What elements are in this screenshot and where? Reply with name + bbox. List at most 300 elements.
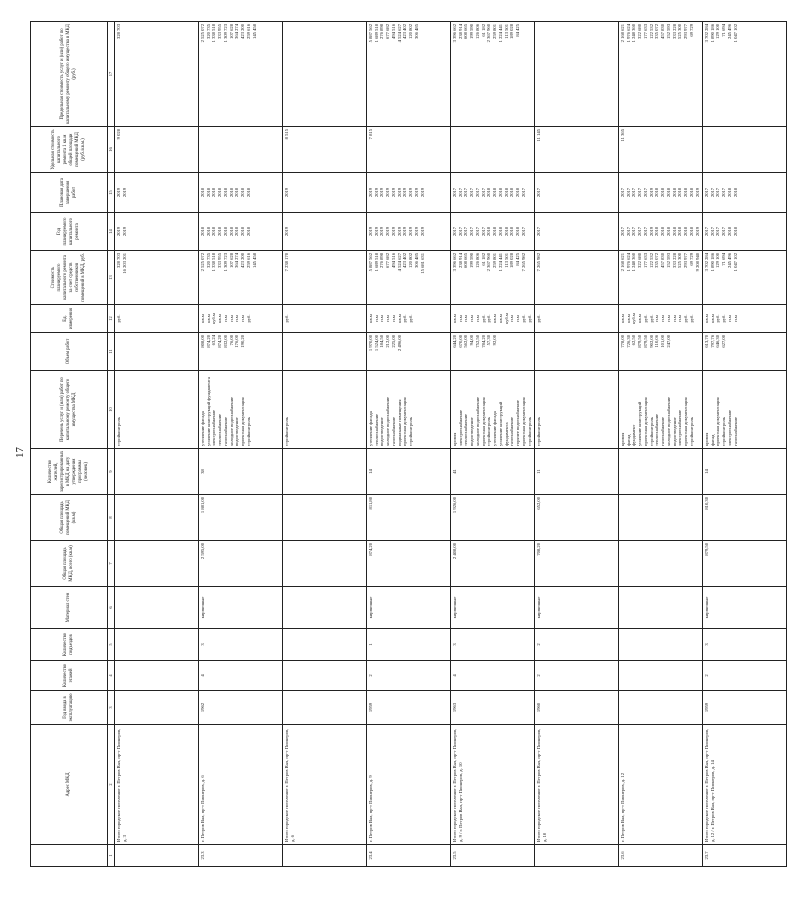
header-cell: Материал стен: [31, 587, 108, 629]
list-line: 333 955: [217, 24, 223, 39]
table-row: [619, 22, 703, 867]
list-line: 646,30: [715, 335, 721, 348]
header-cell: Ед. измерения: [31, 305, 108, 333]
wall-material-cell: кирпичные: [535, 587, 619, 629]
list-line: 2018: [688, 226, 694, 237]
list-line: 1 309 723: [222, 24, 228, 43]
row-number-cell: 23.4: [367, 845, 451, 867]
list-line: 61 182: [480, 253, 486, 266]
list-line: 1 970,00: [368, 335, 373, 352]
list-line: 2018: [211, 187, 217, 198]
list-line: 2019: [648, 187, 654, 198]
wall-material-cell: кирпичные: [451, 587, 535, 629]
list-line: 670,00: [457, 335, 463, 348]
units-list-cell: [367, 305, 451, 333]
list-line: 322 680: [637, 24, 643, 39]
list-line: стройконтроль: [536, 417, 541, 446]
list-line: 2019: [396, 187, 402, 198]
list-line: фасад: [709, 434, 715, 446]
list-line: 1 689 518: [373, 253, 379, 272]
list-line: куб.м: [631, 313, 637, 324]
list-line: 457 830: [660, 24, 666, 39]
cost-list-cell: [199, 251, 283, 305]
list-line: руб.: [526, 314, 532, 323]
list-line: 677 682: [385, 253, 391, 268]
list-line: п.м: [509, 315, 515, 322]
list-line: 61 182: [480, 24, 486, 37]
works-list-cell: [367, 371, 451, 449]
list-line: 152 593: [665, 24, 671, 39]
limit-cost-list-cell: [367, 22, 451, 127]
list-line: 2019: [121, 187, 127, 198]
list-line: 1 047 102: [732, 24, 738, 43]
list-line: усиление конструкций: [637, 401, 643, 446]
volume-list-cell: [703, 333, 787, 371]
list-line: 608 665: [463, 253, 469, 268]
end-date-list-cell: [703, 173, 787, 213]
list-line: 677 682: [385, 24, 391, 39]
volume-list-cell: [619, 333, 703, 371]
works-list-cell: [115, 371, 199, 449]
list-line: 15 681 631: [419, 253, 425, 274]
list-line: 120 802: [408, 253, 414, 268]
list-line: 2019: [390, 187, 396, 198]
list-line: 2018: [240, 187, 246, 198]
limit-cost-list-cell: [703, 22, 787, 127]
list-line: 2018: [660, 187, 666, 198]
list-line: 145 458: [251, 253, 257, 268]
list-line: п.м: [222, 315, 228, 322]
list-line: 322 680: [637, 253, 643, 268]
list-line: 2019: [419, 226, 425, 237]
table-row: [283, 22, 367, 867]
list-line: теплоснабжение: [463, 413, 469, 446]
year-built-cell: [283, 691, 367, 725]
list-line: 2018: [665, 226, 671, 237]
list-line: 2 496,00: [396, 335, 402, 352]
column-number-cell: 7: [108, 541, 115, 587]
list-line: фундамента: [503, 422, 509, 446]
unit-cost-cell: 9 028: [115, 127, 199, 173]
list-line: 2 367 960: [486, 24, 492, 43]
address-cell: Итого городское поселение г. Петров Вал, пр-т Пионеров, д. 12 / г. Петров Вал, пр-т Пионеров, д. 14: [703, 725, 787, 845]
list-line: 145 458: [251, 24, 257, 39]
list-line: 126 806: [474, 24, 480, 39]
column-number-cell: 3: [108, 691, 115, 725]
list-line: кровля: [620, 432, 625, 446]
list-line: 1 890 186: [709, 253, 715, 272]
list-line: 122 532: [648, 253, 654, 268]
list-line: 4 524 627: [396, 24, 402, 43]
volume-list-cell: [115, 333, 199, 371]
list-line: 2017: [469, 226, 475, 237]
list-line: 199 590: [469, 24, 475, 39]
units-list-cell: [199, 305, 283, 333]
list-line: руб.: [486, 314, 492, 323]
works-list-cell: [619, 371, 703, 449]
end-date-list-cell: [619, 173, 703, 213]
list-line: газоснабжение: [732, 417, 738, 446]
list-line: 320 735: [205, 253, 211, 268]
list-line: 2018: [492, 226, 498, 237]
list-line: руб.: [245, 314, 251, 323]
list-line: 306 485: [413, 253, 419, 268]
list-line: 3 396 662: [452, 253, 457, 272]
list-line: п.м: [463, 315, 469, 322]
list-line: электроснабжение: [457, 409, 463, 446]
list-line: 245 496: [726, 253, 732, 268]
list-line: 644,20: [452, 335, 457, 348]
volume-list-cell: [535, 333, 619, 371]
list-line: 2018: [240, 226, 246, 237]
header-cell: Удельная стоимость капитального ремонта 1 кв.м общей площади помещений МКД (руб./кв.м.): [31, 127, 108, 173]
list-line: 423 200: [240, 24, 246, 39]
year-built-cell: 1960: [535, 691, 619, 725]
header-cell: Перечень услуг и (или) работ по капитальному ремонту общего имущества МКД: [31, 371, 108, 449]
list-line: 189 028: [509, 253, 515, 268]
list-line: 92,00: [492, 335, 498, 346]
list-line: 2018: [683, 226, 689, 237]
list-line: проектная документация: [683, 397, 689, 446]
row-number-cell: 23.5: [451, 845, 535, 867]
list-line: 84 425: [515, 24, 521, 37]
list-line: 69 729: [688, 24, 694, 37]
list-line: 2019: [694, 187, 700, 198]
entrances-cell: 1: [367, 629, 451, 661]
list-line: п.м: [677, 315, 683, 322]
total-area-cell: 874,20: [367, 541, 451, 587]
list-line: 2017: [637, 187, 643, 198]
list-line: п.м: [379, 315, 385, 322]
list-line: 2017: [631, 226, 637, 237]
list-line: 2017: [704, 226, 709, 237]
list-line: 2018: [205, 187, 211, 198]
list-line: 2017: [642, 187, 648, 198]
list-line: электроснабжение: [726, 409, 732, 446]
list-line: 2019: [419, 187, 425, 198]
list-line: 2018: [732, 187, 738, 198]
floors-cell: 2: [535, 661, 619, 691]
residents-cell: 11: [535, 449, 619, 495]
list-line: стройконтроль: [721, 417, 727, 446]
row-number-cell: 23.7: [703, 845, 787, 867]
list-line: п.м: [660, 315, 666, 322]
list-line: 2019: [121, 226, 127, 237]
list-line: 2018: [211, 226, 217, 237]
volume-list-cell: [451, 333, 535, 371]
floors-cell: 2: [367, 661, 451, 691]
list-line: 613,70: [704, 335, 709, 348]
list-line: 1 224 441: [497, 24, 503, 43]
table-row: [451, 22, 535, 867]
list-line: 2018: [671, 187, 677, 198]
list-line: 2018: [677, 187, 683, 198]
list-line: 9 208 940: [694, 253, 700, 272]
list-line: теплоснабжение: [217, 413, 223, 446]
list-line: 2018: [222, 226, 228, 237]
list-line: 2019: [385, 187, 391, 198]
list-line: 2017: [536, 187, 541, 198]
list-line: проектная документация: [520, 397, 526, 446]
table-body: [115, 22, 787, 867]
list-line: стройконтроль: [408, 417, 414, 446]
floors-cell: 4: [451, 661, 535, 691]
list-line: электроснабжение: [677, 409, 683, 446]
works-list-cell: [199, 371, 283, 449]
address-cell: г. Петров Вал, пр-т Пионеров, д. 9: [367, 725, 451, 845]
list-line: кв.м: [492, 314, 498, 323]
list-line: 2019: [379, 226, 385, 237]
list-line: 293 977: [683, 24, 689, 39]
list-line: проектная документация: [715, 397, 721, 446]
repair-year-list-cell: [619, 213, 703, 251]
row-number-cell: [283, 845, 367, 867]
end-date-list-cell: [535, 173, 619, 213]
list-line: 2019: [373, 187, 379, 198]
year-built-cell: 1962: [199, 691, 283, 725]
list-line: 423 200: [240, 253, 246, 268]
column-number-cell: 10: [108, 371, 115, 449]
row-number-cell: 23.3: [199, 845, 283, 867]
list-line: 190,20: [240, 335, 246, 348]
list-line: п.м: [228, 315, 234, 322]
list-line: кв.м: [200, 314, 205, 323]
units-list-cell: [115, 305, 199, 333]
list-line: руб.: [721, 314, 727, 323]
table-row: [199, 22, 283, 867]
list-line: 2018: [497, 226, 503, 237]
list-line: 184,50: [379, 335, 385, 348]
list-line: 2017: [625, 226, 631, 237]
list-line: 2017: [536, 226, 541, 237]
end-date-list-cell: [367, 173, 451, 213]
list-line: 101,00: [660, 335, 666, 348]
list-line: 874,20: [217, 335, 223, 348]
list-line: п.м: [390, 315, 396, 322]
list-line: кв.м: [625, 314, 631, 323]
list-line: 2017: [463, 226, 469, 237]
header-cell: Объем работ: [31, 333, 108, 371]
total-area-cell: 879,50: [703, 541, 787, 587]
list-line: 2019: [413, 226, 419, 237]
list-line: 2 525 072: [200, 24, 205, 43]
header-cell: Адрес МКД: [31, 725, 108, 845]
list-line: 2 168 621: [620, 24, 625, 43]
list-line: 2018: [486, 187, 492, 198]
list-line: подвальные помещения: [396, 399, 402, 446]
limit-cost-list-cell: [619, 22, 703, 127]
column-number-cell: 15: [108, 173, 115, 213]
list-line: 333 228: [671, 253, 677, 268]
rooms-area-cell: 810,30: [703, 495, 787, 541]
limit-cost-list-cell: [115, 22, 199, 127]
list-line: 152 593: [665, 253, 671, 268]
list-line: 778,00: [620, 335, 625, 348]
list-line: руб.: [402, 314, 408, 323]
unit-cost-cell: [199, 127, 283, 173]
list-line: п.м: [726, 315, 732, 322]
list-line: кв.м: [217, 314, 223, 323]
header-cell: Год ввода в эксплуатацию: [31, 691, 108, 725]
list-line: 2018: [228, 226, 234, 237]
list-line: 2018: [688, 187, 694, 198]
list-line: 2017: [637, 226, 643, 237]
list-line: кровля: [452, 432, 457, 446]
list-line: п.м: [469, 315, 475, 322]
entrances-cell: [283, 629, 367, 661]
wall-material-cell: [115, 587, 199, 629]
works-list-cell: [451, 371, 535, 449]
list-line: 177 633: [642, 253, 648, 268]
list-line: проектная документация: [240, 397, 246, 446]
list-line: 176,00: [234, 335, 240, 348]
unit-cost-cell: 8 515: [283, 127, 367, 173]
list-line: 2017: [457, 226, 463, 237]
list-line: 5 887 562: [368, 24, 373, 43]
header-cell: Общая площадь помещений МКД (кв.м): [31, 495, 108, 541]
list-line: 2019: [116, 187, 121, 198]
list-line: п.м: [373, 315, 379, 322]
column-number-cell: 9: [108, 449, 115, 495]
list-line: 2019: [368, 187, 373, 198]
year-built-cell: [619, 691, 703, 725]
list-line: 832,00: [222, 335, 228, 348]
list-line: 259 801: [492, 24, 498, 39]
end-date-list-cell: [283, 173, 367, 213]
list-line: стройконтроль: [648, 417, 654, 446]
list-line: 494 516: [390, 253, 396, 268]
list-line: 293 977: [683, 253, 689, 268]
list-line: 2017: [715, 226, 721, 237]
list-line: 129 100: [715, 253, 721, 268]
list-line: кровля: [704, 432, 709, 446]
list-line: 2019: [402, 226, 408, 237]
list-line: фасад: [625, 434, 631, 446]
list-line: 2019: [373, 226, 379, 237]
list-line: проектная документация: [402, 397, 408, 446]
list-line: 259 616: [245, 24, 251, 39]
end-date-list-cell: [199, 173, 283, 213]
list-line: 2018: [515, 226, 521, 237]
list-line: 784,20: [480, 335, 486, 348]
list-line: 2018: [509, 226, 515, 237]
cost-list-cell: [535, 251, 619, 305]
header-cell: Общая площадь МКД, всего (кв.м): [31, 541, 108, 587]
list-line: 2017: [620, 226, 625, 237]
list-line: 2017: [704, 187, 709, 198]
header-cell: Количество жителей, зарегистрированных в МКД на дату утверждения программы (человек): [31, 449, 108, 495]
list-line: 2018: [654, 187, 660, 198]
list-line: 608 665: [463, 24, 469, 39]
rooms-area-cell: [283, 495, 367, 541]
list-line: усиление конструкций фундамента: [205, 377, 211, 446]
repair-year-list-cell: [367, 213, 451, 251]
total-area-cell: [619, 541, 703, 587]
column-number-cell: 12: [108, 305, 115, 333]
header-row: [31, 22, 108, 867]
cost-list-cell: [451, 251, 535, 305]
list-line: 2019: [116, 226, 121, 237]
year-built-cell: 1959: [703, 691, 787, 725]
list-line: теплоснабжение: [373, 413, 379, 446]
table-row: [115, 22, 199, 867]
rooms-area-cell: [619, 495, 703, 541]
list-line: п.м: [234, 315, 240, 322]
list-line: 2018: [503, 187, 509, 198]
list-line: 2017: [480, 187, 486, 198]
list-line: 126 806: [474, 253, 480, 268]
address-cell: Итого городское поселение г. Петров Вал, пр-т Пионеров, д. 6: [283, 725, 367, 845]
list-line: водоотведение: [671, 417, 677, 446]
list-line: стройконтроль: [116, 417, 121, 446]
residents-cell: 41: [451, 449, 535, 495]
list-line: 2017: [474, 226, 480, 237]
floors-cell: [115, 661, 199, 691]
list-line: кв.м: [620, 314, 625, 323]
list-line: 199 590: [469, 253, 475, 268]
list-line: 2018: [671, 226, 677, 237]
list-line: куб.м: [211, 313, 217, 324]
list-line: 2018: [245, 187, 251, 198]
residents-cell: [115, 449, 199, 495]
list-line: 1 976 624: [625, 24, 631, 43]
cost-list-cell: [115, 251, 199, 305]
column-number-cell: 4: [108, 661, 115, 691]
list-line: 7 265 982: [536, 253, 541, 272]
list-line: 2019: [390, 226, 396, 237]
list-line: 2019: [402, 187, 408, 198]
address-cell: г. Петров Вал, пр-т Пионеров, д. 12: [619, 725, 703, 845]
list-line: руб.: [284, 314, 289, 323]
list-line: 3 396 662: [452, 24, 457, 43]
list-line: 5 887 562: [368, 253, 373, 272]
list-line: 320 735: [205, 24, 211, 39]
list-line: 2018: [200, 187, 205, 198]
list-line: 177 633: [642, 24, 648, 39]
list-line: кв.м: [396, 314, 402, 323]
list-line: холодное водоснабжение: [474, 396, 480, 446]
column-number-cell: 2: [108, 725, 115, 845]
floors-cell: [619, 661, 703, 691]
list-line: теплоснабжение: [654, 413, 660, 446]
list-line: 113 501: [503, 24, 509, 39]
list-line: 2017: [452, 226, 457, 237]
page-number: 17: [14, 447, 26, 458]
list-line: 335 072: [654, 253, 660, 268]
year-built-cell: 1963: [451, 691, 535, 725]
cost-list-cell: [619, 251, 703, 305]
list-line: водоотведение: [469, 417, 475, 446]
list-line: руб.: [683, 314, 689, 323]
list-line: стройконтроль: [284, 417, 289, 446]
list-line: 276 898: [379, 24, 385, 39]
list-line: п.м: [671, 315, 677, 322]
list-line: кв.м: [205, 314, 211, 323]
header-cell: Стоимость планируемого капитального ремонта за счет средств собственников помещений в МКД, руб.: [31, 251, 108, 305]
wall-material-cell: кирпичные: [703, 587, 787, 629]
list-line: 562,00: [463, 335, 469, 348]
list-line: 110,06: [654, 335, 660, 348]
residents-cell: 14: [367, 449, 451, 495]
list-line: 2019: [413, 187, 419, 198]
list-line: кв.м: [368, 314, 373, 323]
residents-cell: 38: [199, 449, 283, 495]
list-line: утепление фасада: [200, 411, 205, 446]
list-line: 259 801: [492, 253, 498, 268]
list-line: 2018: [492, 187, 498, 198]
list-line: 726,30: [625, 335, 631, 348]
list-line: 84 425: [515, 253, 521, 266]
